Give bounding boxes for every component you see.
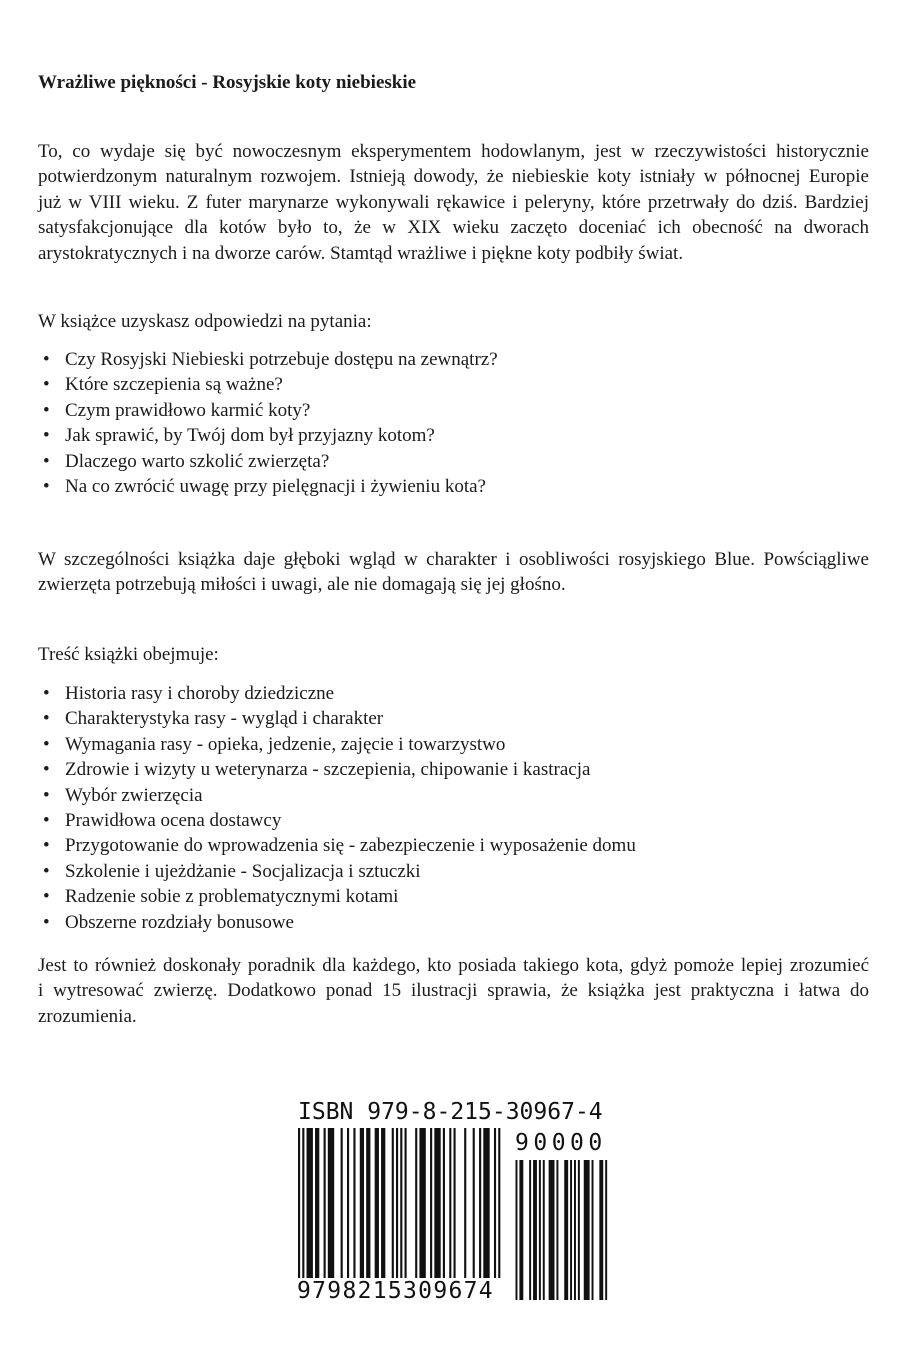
- barcode-bar: [516, 1160, 518, 1300]
- list-item: • Na co zwrócić uwagę przy pielęgnacji i żywieniu kota?: [38, 474, 869, 499]
- list-item: • Dlaczego warto szkolić zwierzęta?: [38, 449, 869, 474]
- barcode-bar: [353, 1128, 355, 1278]
- bullet-icon: •: [43, 425, 50, 447]
- bullet-icon: •: [43, 349, 50, 370]
- bullet-icon: •: [43, 374, 50, 396]
- barcode-bar: [494, 1128, 496, 1278]
- paragraph-line: satysfakcjonujące dla kotów było to, że w XIX wieku zaczęto doceniać ich obecność na dworach: [38, 217, 869, 239]
- barcode-bar: [464, 1128, 466, 1278]
- barcode-bar: [498, 1128, 500, 1278]
- paragraph-line: i wytresować zwierzę. Dodatkowo ponad 15 ilustracji sprawia, że książka jest praktyczna i łatwa do: [38, 980, 869, 1002]
- barcode-bar: [584, 1160, 590, 1300]
- paragraph-line: już w VIII wieku. Z futer marynarze wykonywali rękawice i peleryny, które przetrwały do dziś. Bardziej: [38, 191, 869, 213]
- list-item: • Prawidłowa ocena dostawcy: [38, 808, 869, 833]
- list-item: • Które szczepienia są ważne?: [38, 372, 869, 397]
- list-item: • Czy Rosyjski Niebieski potrzebuje dostępu na zewnątrz?: [38, 347, 869, 372]
- barcode-bar: [302, 1128, 304, 1278]
- barcode-bar: [592, 1160, 594, 1300]
- paragraph-line: zwierzęta potrzebują miłości i uwagi, ale nie domagają się jej głośno.: [38, 574, 566, 596]
- bullet-icon: •: [43, 683, 50, 704]
- bullet-icon: •: [43, 475, 50, 497]
- barcode-bar: [578, 1160, 580, 1300]
- price-code: 90000: [515, 1130, 607, 1156]
- barcode-bar: [443, 1128, 445, 1278]
- barcode-bar: [307, 1128, 313, 1278]
- barcode-bar: [419, 1128, 425, 1278]
- barcode-bar: [375, 1128, 379, 1278]
- barcode-bar: [539, 1160, 541, 1300]
- list-item: • Wybór zwierzęcia: [38, 783, 869, 808]
- closing-paragraph: [38, 953, 869, 1029]
- insight-paragraph: [38, 547, 869, 598]
- barcode-bar: [533, 1160, 537, 1300]
- bullet-icon: •: [43, 784, 50, 806]
- intro-paragraph: [38, 139, 869, 266]
- bullet-icon: •: [43, 860, 50, 882]
- barcode-bar: [298, 1128, 300, 1278]
- bullet-icon: •: [43, 835, 50, 857]
- barcode-bar: [570, 1160, 572, 1300]
- ean-digits: 9798215309674: [297, 1278, 494, 1304]
- barcode-bar: [341, 1128, 343, 1278]
- bullet-icon: •: [43, 911, 50, 933]
- barcode-bar: [328, 1128, 334, 1278]
- barcode-bar: [473, 1128, 475, 1278]
- questions-heading: W książce uzyskasz odpowiedzi na pytania:: [38, 311, 372, 332]
- list-item: • Jak sprawić, by Twój dom był przyjazny kotom?: [38, 423, 869, 448]
- barcode-bar: [574, 1160, 576, 1300]
- isbn-label: ISBN 979-8-215-30967-4: [298, 1099, 603, 1125]
- bullet-icon: •: [43, 399, 50, 421]
- barcode-bar: [543, 1160, 545, 1300]
- barcode-bar: [453, 1128, 455, 1278]
- bullet-icon: •: [43, 708, 50, 730]
- barcode-bar: [381, 1128, 385, 1278]
- contents-heading: Treść książki obejmuje:: [38, 644, 219, 665]
- list-item: • Zdrowie i wizyty u weterynarza - szczepienia, chipowanie i kastracja: [38, 757, 869, 782]
- barcode-bar: [392, 1128, 394, 1278]
- barcode-bar: [564, 1160, 568, 1300]
- paragraph-line: Jest to również doskonały poradnik dla każdego, kto posiada takiego kota, gdyż pomoże lepiej zrozumieć: [38, 955, 869, 976]
- barcode-bar: [415, 1128, 417, 1278]
- paragraph-line: potwierdzonym naturalnym rozwojem. Istnieją dowody, że niebieskie koty istniały w północnej Europie: [38, 166, 869, 188]
- contents-list: [38, 681, 869, 935]
- barcode-bar: [599, 1160, 603, 1300]
- barcode-bar: [347, 1128, 349, 1278]
- barcode-bar: [449, 1128, 451, 1278]
- barcode-bar: [529, 1160, 531, 1300]
- list-item: • Historia rasy i choroby dziedziczne: [38, 681, 869, 706]
- barcode-bar: [315, 1128, 319, 1278]
- barcode-bar: [430, 1128, 432, 1278]
- list-item: • Przygotowanie do wprowadzenia się - zabezpieczenie i wyposażenie domu: [38, 833, 869, 858]
- list-item: • Obszerne rozdziały bonusowe: [38, 910, 869, 935]
- barcode-bar: [483, 1128, 489, 1278]
- bullet-icon: •: [43, 809, 50, 831]
- barcode-bar: [405, 1128, 407, 1278]
- barcode-bar: [556, 1160, 558, 1300]
- barcode-bar: [366, 1128, 370, 1278]
- list-item: • Szkolenie i ujeżdżanie - Socjalizacja i sztuczki: [38, 859, 869, 884]
- bullet-icon: •: [43, 450, 50, 472]
- list-item: • Charakterystyka rasy - wygląd i charakter: [38, 706, 869, 731]
- paragraph-line: zrozumienia.: [38, 1005, 137, 1027]
- barcode-bar: [549, 1160, 555, 1300]
- barcode-bar: [519, 1160, 523, 1300]
- list-item: • Radzenie sobie z problematycznymi kotami: [38, 884, 869, 909]
- paragraph-line: arystokratycznych i na dworze carów. Stamtąd wrażliwe i piękne koty podbiły świat.: [38, 242, 684, 264]
- questions-list: [38, 347, 869, 499]
- paragraph-line: W szczególności książka daje głęboki wgląd w charakter i osobliwości rosyjskiego Blue. Powściągliwe: [38, 549, 869, 570]
- book-title: Wrażliwe piękności - Rosyjskie koty niebieskie: [38, 72, 417, 93]
- list-item: • Wymagania rasy - opieka, jedzenie, zajęcie i towarzystwo: [38, 732, 869, 757]
- barcode-bar: [605, 1160, 607, 1300]
- barcode-bar: [324, 1128, 326, 1278]
- barcode-bar: [396, 1128, 398, 1278]
- bullet-icon: •: [43, 733, 50, 755]
- barcode-bar: [360, 1128, 364, 1278]
- bullet-icon: •: [43, 886, 50, 908]
- list-item: • Czym prawidłowo karmić koty?: [38, 398, 869, 423]
- bullet-icon: •: [43, 759, 50, 781]
- barcode-bar: [434, 1128, 440, 1278]
- barcode-bar: [479, 1128, 481, 1278]
- barcode-bar: [400, 1128, 402, 1278]
- paragraph-line: To, co wydaje się być nowoczesnym eksperymentem hodowlanym, jest w rzeczywistości historycznie: [38, 141, 869, 162]
